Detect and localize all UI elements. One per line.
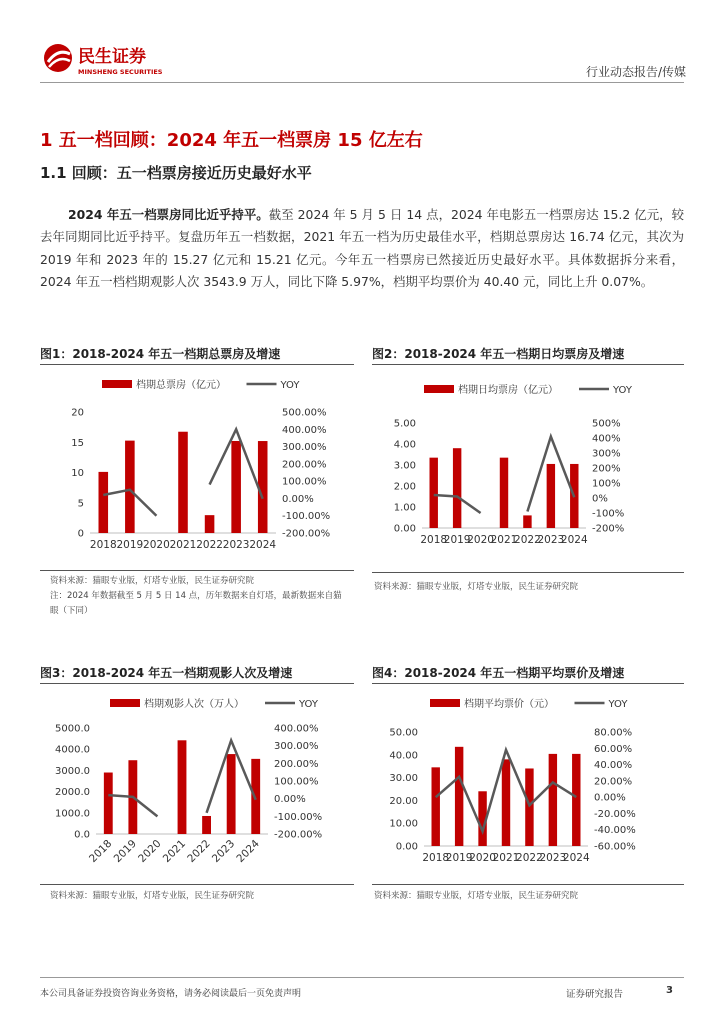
left-tick-label: 10.00: [389, 818, 418, 830]
bar-2022: [525, 768, 533, 846]
right-tick-label: 200.00%: [282, 459, 327, 471]
figure-3-rule: [40, 683, 354, 684]
brand-name-en: MINSHENG SECURITIES: [78, 68, 163, 76]
legend-line-label: YOY: [280, 380, 300, 391]
x-tick-label: 2020: [136, 837, 164, 866]
right-tick-label: 0.00%: [282, 493, 314, 505]
x-tick-label: 2021: [492, 852, 520, 864]
figure-1-source-text: 资料来源：猫眼专业版，灯塔专业版，民生证券研究院: [50, 576, 255, 586]
bar-2023: [227, 754, 236, 834]
right-tick-label: -100%: [592, 508, 625, 520]
x-tick-label: 2023: [222, 539, 250, 551]
right-tick-label: 0.00%: [594, 792, 626, 804]
left-tick-label: 15: [71, 437, 84, 449]
left-tick-label: 0.0: [74, 829, 90, 841]
legend-bar-label: 档期日均票房（亿元）: [458, 385, 558, 396]
chart-total-box-office: [40, 370, 354, 570]
bar-2021: [502, 759, 510, 846]
x-tick-label: 2018: [422, 852, 450, 864]
right-tick-label: -100.00%: [282, 511, 331, 523]
right-tick-label: 80.00%: [594, 727, 633, 739]
x-tick-label: 2018: [87, 837, 115, 866]
bar-2018: [104, 773, 113, 834]
section-heading: 1 五一档回顾：2024 年五一档票房 15 亿左右: [40, 130, 423, 151]
chart-daily-box-office: [372, 375, 684, 555]
legend-line-label: YOY: [608, 699, 628, 710]
right-tick-label: -200.00%: [282, 528, 331, 540]
left-tick-label: 3000.0: [55, 765, 90, 777]
x-tick-label: 2019: [443, 534, 471, 546]
right-tick-label: -20.00%: [594, 808, 636, 820]
bar-2019: [125, 441, 135, 533]
x-tick-label: 2018: [420, 534, 448, 546]
figure-1-source: [50, 574, 350, 619]
left-tick-label: 0: [77, 528, 84, 540]
right-tick-label: -200.00%: [274, 829, 323, 841]
right-tick-label: 60.00%: [594, 743, 633, 755]
right-tick-label: 0.00%: [274, 794, 306, 806]
right-tick-label: 40.00%: [594, 760, 633, 772]
figure-4-rule-bottom: [372, 884, 684, 885]
paragraph-lead: 2024 年五一档票房同比近乎持平。: [68, 207, 269, 222]
left-tick-label: 4.00: [393, 439, 416, 451]
x-tick-label: 2023: [539, 852, 567, 864]
right-tick-label: 100.00%: [274, 776, 319, 788]
legend-line-label: YOY: [299, 699, 318, 710]
figure-3-rule-bottom: [40, 884, 354, 885]
x-tick-label: 2019: [445, 852, 473, 864]
right-tick-label: 200%: [592, 463, 621, 475]
x-tick-label: 2019: [111, 837, 139, 866]
bar-2019: [455, 747, 463, 846]
x-tick-label: 2020: [467, 534, 494, 546]
brand-name-cn: 民生证券: [78, 47, 146, 67]
x-tick-label: 2021: [160, 837, 189, 866]
left-tick-label: 10: [71, 468, 84, 479]
brand-logo: [40, 42, 180, 78]
figure-3-source: 资料来源：猫眼专业版，灯塔专业版，民生证券研究院: [50, 891, 255, 901]
left-tick-label: 0.00: [395, 841, 418, 853]
right-tick-label: -100.00%: [274, 811, 323, 823]
x-tick-label: 2023: [209, 837, 238, 866]
right-tick-label: 100%: [592, 478, 621, 490]
x-tick-label: 2022: [196, 539, 223, 551]
figure-2-source: 资料来源：猫眼专业版，灯塔专业版，民生证券研究院: [374, 582, 579, 592]
left-tick-label: 5: [77, 498, 84, 510]
header-divider: [40, 82, 684, 83]
legend-bar-label: 档期平均票价（元）: [464, 699, 554, 710]
x-tick-label: 2024: [560, 534, 588, 546]
figure-2-rule: [372, 364, 684, 365]
bar-2018: [431, 767, 439, 846]
figure-1-rule: [40, 364, 354, 365]
logo-mark-icon: [44, 44, 72, 72]
figure-1-title: 图1：2018-2024 年五一档期总票房及增速: [40, 347, 281, 361]
right-tick-label: 300%: [592, 448, 621, 460]
x-tick-label: 2022: [516, 852, 543, 864]
right-tick-label: 400.00%: [282, 424, 327, 436]
bar-2021: [178, 740, 187, 834]
bar-2021: [178, 432, 188, 533]
x-tick-label: 2022: [185, 837, 213, 866]
body-paragraph: [40, 204, 684, 293]
left-tick-label: 20.00: [389, 795, 418, 807]
x-tick-label: 2022: [514, 534, 541, 546]
left-tick-label: 5.00: [393, 418, 416, 430]
right-tick-label: 400%: [592, 433, 621, 445]
left-tick-label: 1.00: [393, 502, 416, 514]
bar-2018: [429, 458, 437, 528]
footer-label: 证券研究报告: [566, 989, 624, 1000]
legend-bar-swatch: [110, 699, 140, 707]
legend-bar-swatch: [102, 380, 132, 388]
page-number: 3: [666, 985, 673, 996]
x-tick-label: 2018: [89, 539, 117, 551]
subsection-heading: 1.1 回顾：五一档票房接近历史最好水平: [40, 164, 312, 182]
bar-2024: [251, 759, 260, 834]
figure-2-title: 图2：2018-2024 年五一档期日均票房及增速: [372, 347, 625, 361]
legend-bar-swatch: [430, 699, 460, 707]
bar-2022: [523, 515, 531, 528]
left-tick-label: 40.00: [389, 750, 418, 762]
footer-disclaimer: 本公司具备证券投资咨询业务资格，请务必阅读最后一页免责声明: [40, 989, 302, 999]
bar-2023: [549, 754, 557, 846]
bar-2022: [202, 816, 211, 834]
right-tick-label: 0%: [592, 493, 608, 505]
x-tick-label: 2024: [562, 852, 590, 864]
left-tick-label: 2.00: [393, 481, 416, 493]
x-tick-label: 2021: [169, 539, 197, 551]
left-tick-label: 3.00: [393, 460, 416, 472]
x-tick-label: 2023: [537, 534, 565, 546]
x-tick-label: 2024: [249, 539, 277, 551]
figure-4-rule: [372, 683, 684, 684]
left-tick-label: 20: [71, 407, 84, 419]
right-tick-label: 400.00%: [274, 723, 319, 735]
bar-2023: [547, 464, 555, 528]
left-tick-label: 2000.0: [55, 787, 90, 799]
right-tick-label: 100.00%: [282, 476, 327, 488]
left-tick-label: 50.00: [389, 727, 418, 739]
right-tick-label: -200%: [592, 523, 625, 535]
bar-2019: [453, 448, 461, 528]
x-tick-label: 2020: [143, 539, 170, 551]
right-tick-label: 300.00%: [282, 442, 327, 454]
legend-bar-label: 档期观影人次（万人）: [144, 699, 244, 710]
bar-2022: [205, 515, 215, 533]
chart-avg-ticket-price: [372, 692, 684, 876]
left-tick-label: 30.00: [389, 773, 418, 785]
left-tick-label: 0.00: [393, 523, 416, 535]
doc-type: 行业动态报告/传媒: [585, 65, 686, 79]
bar-2021: [500, 458, 508, 528]
x-tick-label: 2024: [234, 837, 262, 866]
figure-2-rule-bottom: [372, 572, 684, 573]
bar-2024: [572, 754, 580, 846]
figure-4-title: 图4：2018-2024 年五一档期平均票价及增速: [372, 666, 625, 680]
right-tick-label: 200.00%: [274, 758, 319, 770]
right-tick-label: 500.00%: [282, 407, 327, 419]
paragraph-body: 截至 2024 年 5 月 5 日 14 点，2024 年电影五一档票房达 15.2 亿元，较去年同期同比近乎持平。复盘历年五一档数据，2021 年五一档为历史最佳水平，档期总票房达 16.74 亿元，其次为 2019 年和 2023 年的 15.27 亿元和 15.21 亿元。今年五一档票房已然接近历史最好水平。具体数据拆分来看，2024 年五一档档期观影人次 3543.9 万人，同比下降 5.97%，档期平均票价为 40.40 元，同比上升 0.07%。: [40, 207, 684, 289]
chart-admissions: [40, 692, 354, 882]
left-tick-label: 4000.0: [55, 744, 90, 756]
figure-1-note: 注：2024 年数据截至 5 月 5 日 14 点，历年数据来自灯塔，最新数据来自猫眼（下同）: [50, 591, 342, 616]
right-tick-label: -40.00%: [594, 825, 636, 837]
legend-bar-swatch: [424, 385, 454, 393]
bar-2023: [231, 441, 241, 533]
legend-bar-label: 档期总票房（亿元）: [136, 380, 226, 391]
left-tick-label: 1000.0: [55, 808, 90, 820]
x-tick-label: 2021: [490, 534, 518, 546]
x-tick-label: 2020: [469, 852, 496, 864]
figure-3-title: 图3：2018-2024 年五一档期观影人次及增速: [40, 666, 293, 680]
x-tick-label: 2019: [116, 539, 144, 551]
figure-1-rule-bottom: [40, 570, 354, 571]
figure-4-source: 资料来源：猫眼专业版，灯塔专业版，民生证券研究院: [374, 891, 579, 901]
right-tick-label: 20.00%: [594, 776, 633, 788]
footer-divider: [40, 977, 684, 978]
right-tick-label: 300.00%: [274, 741, 319, 753]
bar-2018: [99, 472, 109, 533]
left-tick-label: 5000.0: [55, 723, 90, 735]
right-tick-label: 500%: [592, 418, 621, 430]
legend-line-label: YOY: [613, 385, 632, 396]
right-tick-label: -60.00%: [594, 841, 636, 853]
